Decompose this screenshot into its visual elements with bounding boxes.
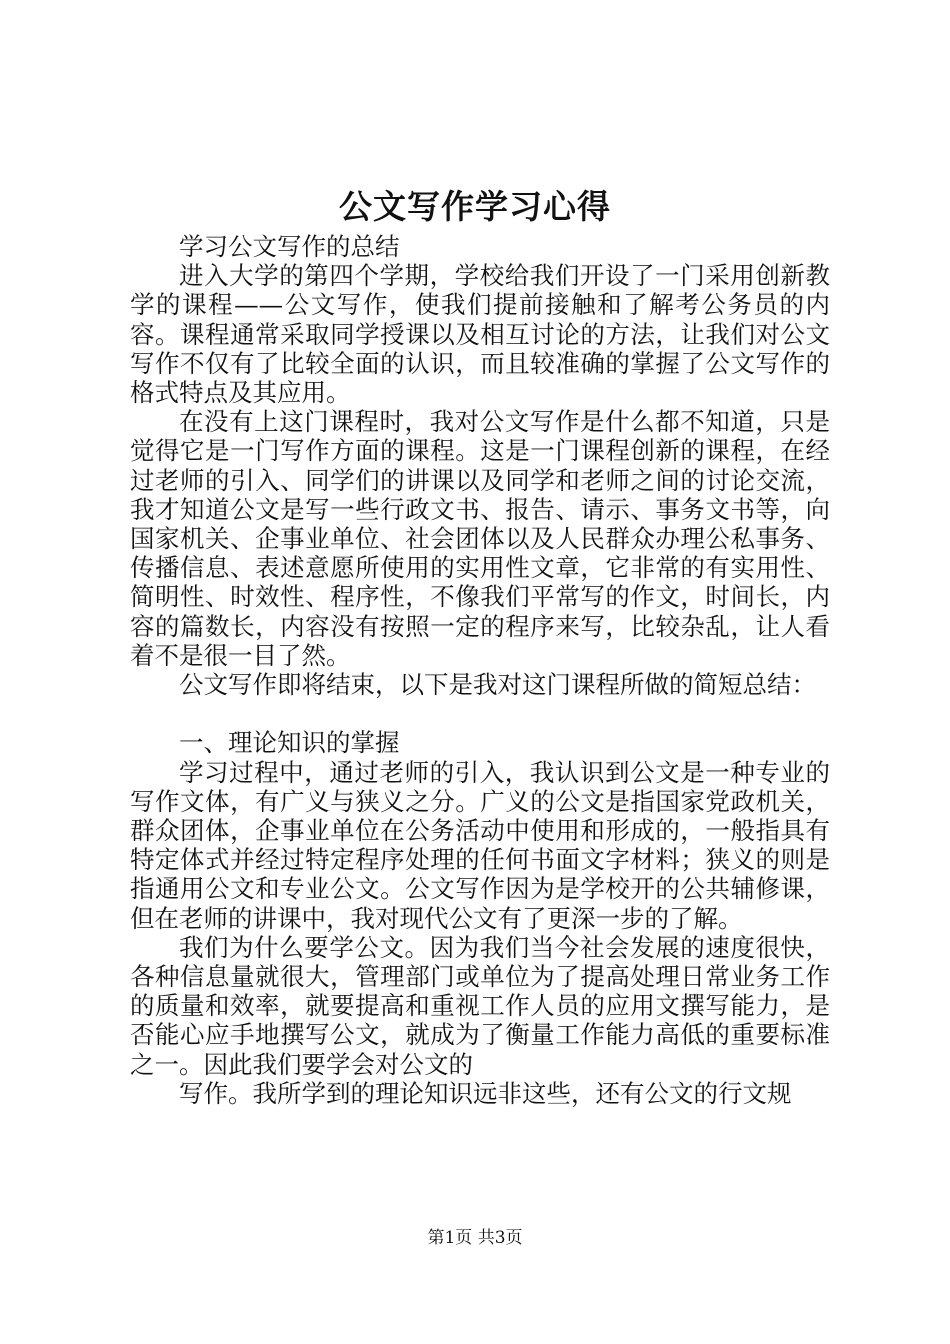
paragraph-summary-lead: 公文写作即将结束，以下是我对这门课程所做的简短总结： — [179, 670, 816, 700]
document-body — [130, 232, 830, 1108]
page-footer: 第1页 共3页 — [427, 1228, 523, 1248]
paragraph-theory: 学习过程中，通过老师的引入，我认识到公文是一种专业的写作文体，有广义与狭义之分。广义的公文是指国家党政机关，群众团体，企事业单位在公务活动中使用和形成的，一般指具有特定体式并经过特定程序处理的任何书面文字材料；狭义的则是指通用公文和专业公文。公文写作因为是学校开的公共辅修课，但在老师的讲课中，我对现代公文有了更深一步的了解。 — [130, 757, 830, 933]
paragraph-intro: 进入大学的第四个学期，学校给我们开设了一门采用创新教学的课程——公文写作，使我们提前接触和了解考公务员的内容。课程通常采取同学授课以及相互讨论的方法，让我们对公文写作不仅有了比较全面的认识，而且较准确的掌握了公文写作的格式特点及其应用。 — [130, 261, 830, 408]
paragraph-before-course: 在没有上这门课程时，我对公文写作是什么都不知道，只是觉得它是一门写作方面的课程。这是一门课程创新的课程，在经过老师的引入、同学们的讲课以及同学和老师之间的讨论交流，我才知道公文是写一些行政文书、报告、请示、事务文书等，向国家机关、企事业单位、社会团体以及人民群众办理公私事务、传播信息、表述意愿所使用的实用性文章，它非常的有实用性、简明性、时效性、程序性，不像我们平常写的作文，时间长，内容的篇数长，内容没有按照一定的程序来写，比较杂乱，让人看着不是很一目了然。 — [130, 407, 830, 670]
paragraph-subtitle: 学习公文写作的总结 — [179, 232, 400, 261]
paragraph-continued: 写作。我所学到的理论知识远非这些，还有公文的行文规 — [179, 1078, 792, 1108]
document-title: 公文写作学习心得 — [339, 187, 611, 226]
paragraph-why-learn: 我们为什么要学公文。因为我们当今社会发展的速度很快，各种信息量就很大，管理部门或单位为了提高处理日常业务工作的质量和效率，就要提高和重视工作人员的应用文撰写能力，是否能心应手地撰写公文，就成为了衡量工作能力高低的重要标准之一。因此我们要学会对公文的 — [130, 932, 830, 1079]
blank-line — [130, 699, 830, 728]
section-heading-theory: 一、理论知识的掌握 — [179, 728, 400, 758]
